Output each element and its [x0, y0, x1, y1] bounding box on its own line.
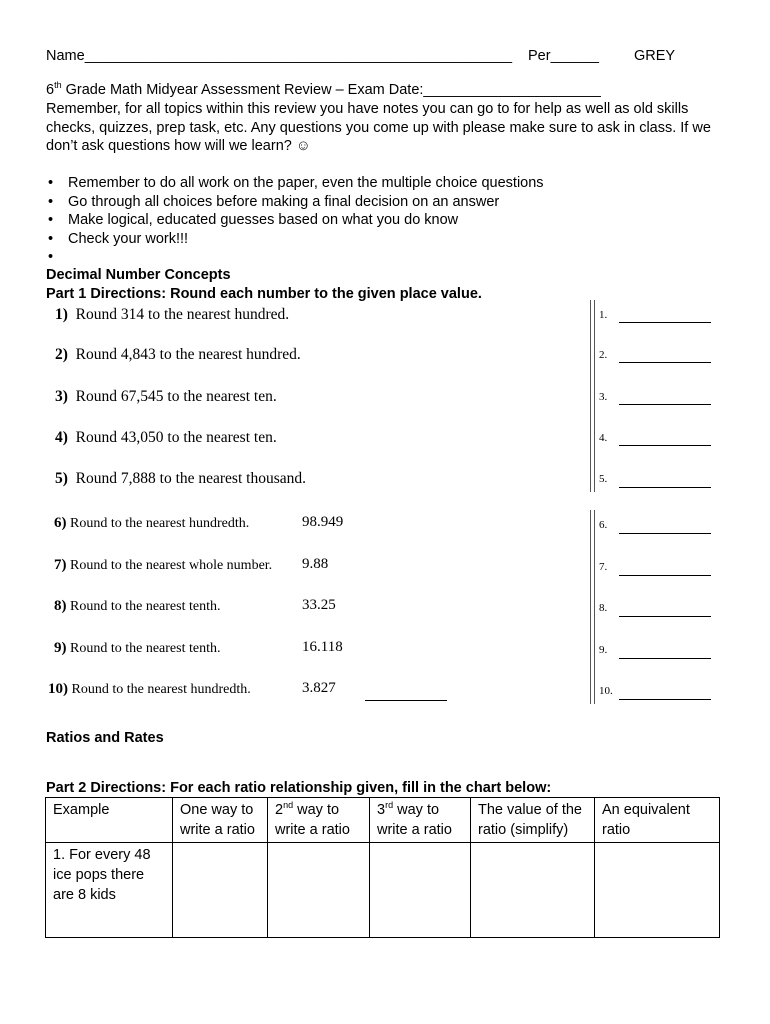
table-row: [46, 843, 720, 938]
header-example: Example: [46, 798, 173, 843]
answer-label: 9.: [599, 644, 608, 656]
answer-label: 1.: [599, 309, 608, 321]
bullet-icon: •: [48, 212, 54, 229]
question-7: 7) Round to the nearest whole number.: [54, 557, 273, 573]
answer-label: 8.: [599, 602, 608, 614]
question-8: 8) Round to the nearest tenth.: [54, 598, 221, 614]
table-header-row: [46, 798, 720, 843]
header-third-way: 3rd way to write a ratio: [370, 798, 471, 843]
answer-line[interactable]: [619, 362, 711, 363]
answer-line[interactable]: [619, 616, 711, 617]
question-10: 10) Round to the nearest hundredth.: [48, 681, 251, 697]
question-1: 1) Round 314 to the nearest hundred.: [55, 306, 290, 323]
question-8-value: 33.25: [302, 597, 336, 613]
question-6-value: 98.949: [302, 514, 344, 530]
question-6: 6) Round to the nearest hundredth.: [54, 515, 250, 531]
answer-line[interactable]: [619, 575, 711, 576]
question-4: 4) Round 43,050 to the nearest ten.: [55, 429, 277, 446]
page-title: [46, 82, 601, 98]
bullet-icon: •: [48, 175, 54, 191]
question-9-value: 16.118: [302, 639, 343, 655]
grade-number: 6: [46, 82, 55, 98]
question-10-value: 3.827: [302, 680, 336, 696]
list-item: • Check your work!!!: [48, 230, 189, 247]
title-rest: Grade Math Midyear Assessment Review – Exam Date:______________________: [61, 82, 601, 98]
section-directions: Part 2 Directions: For each ratio relationship given, fill in the chart below:: [46, 780, 552, 796]
answer-line[interactable]: [619, 487, 711, 488]
ratio-table: [45, 797, 720, 938]
name-blank[interactable]: _____________________________________________________: [84, 48, 513, 64]
name-field[interactable]: [46, 48, 512, 64]
grade-sup: th: [54, 80, 62, 91]
answer-label: 10.: [599, 685, 613, 697]
answer-line[interactable]: [619, 533, 711, 534]
column-divider: [594, 510, 595, 704]
name-label: Name: [46, 48, 85, 64]
bullet-icon: •: [48, 249, 54, 266]
answer-label: 6.: [599, 519, 608, 531]
header-second-way: 2nd way to write a ratio: [268, 798, 370, 843]
instruction-list: [46, 174, 544, 267]
bullet-icon: •: [48, 230, 54, 247]
answer-line[interactable]: [619, 699, 711, 700]
section-heading: Decimal Number Concepts: [46, 267, 231, 283]
intro-paragraph: Remember, for all topics within this review you have notes you can go to for help as well as old skills checks, quizzes, prep task, etc. Any questions you come up with please make sure to ask in class. If we don’t ask questions how will we learn? ☺: [46, 101, 711, 154]
answer-label: 3.: [599, 391, 608, 403]
answer-cell[interactable]: [370, 843, 471, 938]
answer-label: 2.: [599, 349, 608, 361]
list-item: • Remember to do all work on the paper, even the multiple choice questions: [48, 175, 544, 191]
answer-cell[interactable]: [173, 843, 268, 938]
example-cell: 1. For every 48 ice pops there are 8 kids: [46, 843, 173, 938]
answer-cell[interactable]: [471, 843, 595, 938]
list-item: • Make logical, educated guesses based on what you do know: [48, 212, 459, 229]
grey-label: GREY: [634, 48, 676, 64]
question-3: 3) Round 67,545 to the nearest ten.: [55, 388, 277, 405]
header-value: The value of the ratio (simplify): [471, 798, 595, 843]
section-directions: Part 1 Directions: Round each number to the given place value.: [46, 286, 482, 302]
answer-line[interactable]: [619, 445, 711, 446]
bullet-icon: •: [48, 193, 54, 210]
question-2: 2) Round 4,843 to the nearest hundred.: [55, 346, 301, 363]
answer-line[interactable]: [619, 322, 711, 323]
list-item: [46, 248, 544, 267]
answer-cell[interactable]: [268, 843, 370, 938]
answer-line[interactable]: [619, 658, 711, 659]
header-one-way: One way to write a ratio: [173, 798, 268, 843]
answer-cell[interactable]: [595, 843, 720, 938]
inline-answer-line[interactable]: [365, 700, 447, 701]
question-5: 5) Round 7,888 to the nearest thousand.: [55, 470, 306, 487]
question-9: 9) Round to the nearest tenth.: [54, 640, 221, 656]
section-heading: Ratios and Rates: [46, 730, 164, 746]
question-7-value: 9.88: [302, 556, 329, 572]
answer-line[interactable]: [619, 404, 711, 405]
answer-label: 5.: [599, 473, 608, 485]
answer-label: 7.: [599, 561, 608, 573]
column-divider: [590, 300, 591, 492]
column-divider: [594, 300, 595, 492]
period-field[interactable]: Per______: [528, 48, 599, 64]
list-item: • Go through all choices before making a final decision on an answer: [48, 193, 500, 210]
column-divider: [590, 510, 591, 704]
header-equivalent: An equivalent ratio: [595, 798, 720, 843]
answer-label: 4.: [599, 432, 608, 444]
